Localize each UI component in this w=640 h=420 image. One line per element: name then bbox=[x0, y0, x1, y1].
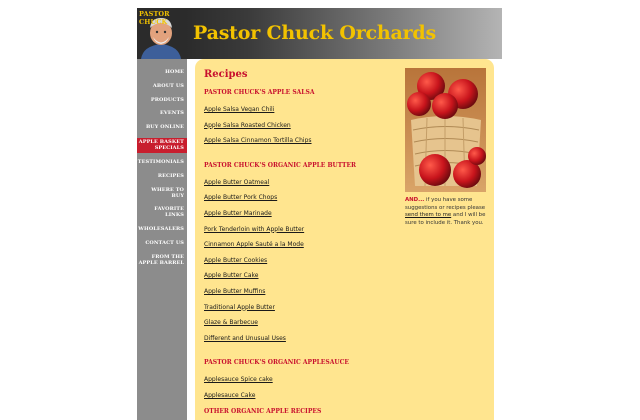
nav-item-buy-online[interactable]: BUY ONLINE bbox=[145, 124, 184, 131]
nav-item-from-the-apple-barrel[interactable]: FROM THE APPLE BARREL bbox=[138, 253, 184, 266]
recipe-link[interactable]: Apple Butter Oatmeal bbox=[204, 178, 270, 186]
recipe-link[interactable]: Applesauce Spice cake bbox=[204, 376, 273, 384]
nav-item-recipes[interactable]: RECIPES bbox=[157, 172, 184, 179]
sidebar-nav bbox=[137, 59, 187, 420]
section-heading-other-recipes: OTHER ORGANIC APPLE RECIPES bbox=[204, 407, 322, 415]
apple-basket-photo bbox=[405, 68, 486, 192]
nav-item-favorite-links[interactable]: FAVORITE LINKS bbox=[154, 206, 184, 219]
nav-item-home[interactable]: HOME bbox=[165, 69, 184, 75]
submit-recipe-note bbox=[405, 197, 487, 227]
page-title: Recipes bbox=[204, 69, 248, 80]
send-them-link[interactable]: send them to me bbox=[405, 212, 452, 218]
header bbox=[137, 8, 502, 59]
recipe-link[interactable]: Traditional Apple Butter bbox=[204, 303, 275, 311]
recipe-link[interactable]: Apple Salsa Cinnamon Tortilla Chips bbox=[204, 137, 312, 145]
recipe-link[interactable]: Apple Butter Pork Chops bbox=[204, 194, 278, 202]
content-panel bbox=[195, 59, 494, 420]
recipe-link[interactable]: Apple Butter Muffins bbox=[204, 287, 266, 295]
recipe-link[interactable]: Different and Unusual Uses bbox=[204, 334, 286, 342]
recipe-link[interactable]: Apple Butter Cake bbox=[204, 272, 259, 280]
nav-item-wholesalers[interactable]: WHOLESALERS bbox=[138, 226, 184, 233]
note-and: AND... bbox=[405, 197, 425, 203]
nav-item-where-to-buy[interactable]: WHERE TO BUY bbox=[151, 186, 184, 199]
nav-item-apple-basket-specials[interactable]: APPLE BASKET SPECIALS bbox=[137, 138, 187, 153]
side-column bbox=[405, 68, 487, 227]
note-text-2: and I will be sure to include it. Thank you. bbox=[405, 212, 486, 226]
recipe-link[interactable]: Apple Salsa Roasted Chicken bbox=[204, 121, 291, 129]
recipe-link[interactable]: Apple Salsa Vegan Chili bbox=[204, 106, 275, 113]
note-text-1: if you have some suggestions or recipes please bbox=[405, 197, 486, 211]
recipes-main bbox=[204, 69, 404, 420]
section-heading-applesauce: PASTOR CHUCK'S ORGANIC APPLESAUCE bbox=[204, 359, 349, 367]
logo[interactable] bbox=[137, 8, 185, 59]
nav-item-about-us[interactable]: ABOUT US bbox=[152, 82, 184, 89]
site-container bbox=[137, 8, 502, 420]
section-heading-apple-salsa: PASTOR CHUCK'S APPLE SALSA bbox=[204, 89, 315, 96]
nav-item-products[interactable]: PRODUCTS bbox=[150, 96, 184, 103]
recipe-link[interactable]: Cinnamon Apple Sauté a la Mode bbox=[204, 241, 304, 249]
recipe-link[interactable]: Apple Butter Marinade bbox=[204, 209, 272, 217]
nav-item-contact-us[interactable]: CONTACT US bbox=[145, 239, 184, 246]
section-heading-apple-butter: PASTOR CHUCK'S ORGANIC APPLE BUTTER bbox=[204, 161, 357, 169]
logo-text: PASTOR CHUCK bbox=[139, 10, 170, 26]
site-title[interactable]: Pastor Chuck Orchards bbox=[193, 22, 437, 44]
recipe-link[interactable]: Glaze & Barbecue bbox=[204, 319, 258, 327]
recipe-link[interactable]: Pork Tenderloin with Apple Butter bbox=[204, 225, 305, 233]
recipe-link[interactable]: Apple Butter Cookies bbox=[204, 256, 268, 264]
recipe-link[interactable]: Applesauce Cake bbox=[204, 391, 256, 399]
nav-item-testimonials[interactable]: TESTIMONIALS bbox=[137, 158, 184, 165]
nav-item-events[interactable]: EVENTS bbox=[159, 110, 184, 117]
